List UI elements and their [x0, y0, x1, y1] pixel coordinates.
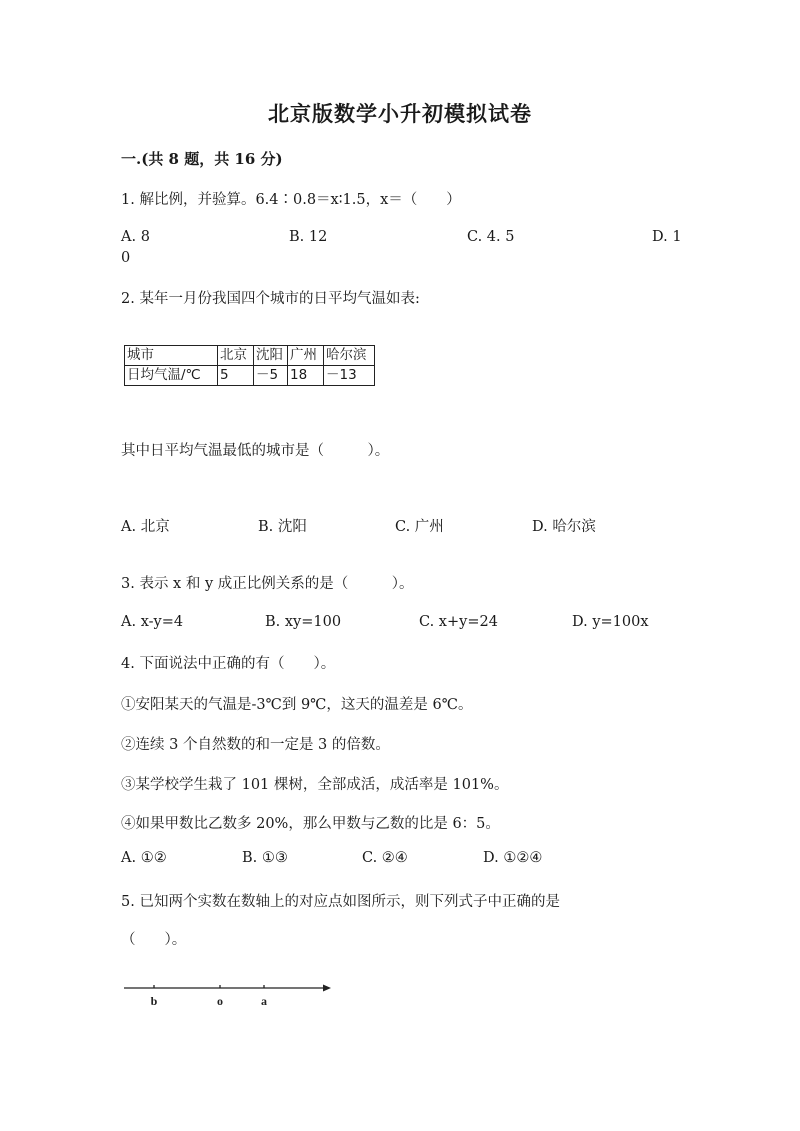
arrow-right-icon [323, 985, 331, 992]
q4-statement-4: ④如果甲数比乙数多 20%，那么甲数与乙数的比是 6：5。 [121, 816, 500, 832]
table-cell: －5 [254, 366, 288, 386]
table-cell: 广州 [288, 346, 324, 366]
table-cell: 北京 [218, 346, 254, 366]
q4-statement-2: ②连续 3 个自然数的和一定是 3 的倍数。 [121, 737, 390, 753]
label-o: o [217, 994, 223, 1008]
q2-option-c: C. 广州 [395, 519, 444, 535]
q2-option-b: B. 沈阳 [258, 519, 307, 535]
section-heading: 一.(共 8 题，共 16 分) [121, 150, 283, 168]
q2-option-d: D. 哈尔滨 [532, 519, 596, 535]
q4-option-d: D. ①②④ [483, 850, 543, 866]
table-cell: 哈尔滨 [324, 346, 375, 366]
q4-option-c: C. ②④ [362, 850, 408, 866]
table-cell: 18 [288, 366, 324, 386]
q4-statement-3: ③某学校学生栽了 101 棵树，全部成活，成活率是 101%。 [121, 777, 509, 793]
table-row [125, 366, 375, 386]
q3-option-a: A. x-y=4 [121, 614, 184, 630]
q4-option-a: A. ①② [121, 850, 167, 866]
q1-option-c: C. 4. 5 [467, 229, 515, 245]
q3-option-d: D. y=100x [572, 614, 649, 630]
q3-option-b: B. xy=100 [265, 614, 342, 630]
question-5-text-cont: （ ）。 [121, 932, 187, 948]
question-3-text: 3. 表示 x 和 y 成正比例关系的是（ ）。 [121, 576, 414, 592]
table-cell: 5 [218, 366, 254, 386]
question-5-text: 5. 已知两个实数在数轴上的对应点如图所示，则下列式子中正确的是 [121, 894, 560, 910]
number-line-figure [122, 976, 337, 1016]
table-cell: 日均气温/℃ [125, 366, 218, 386]
table-cell: －13 [324, 366, 375, 386]
question-4-text: 4. 下面说法中正确的有（ ）。 [121, 656, 336, 672]
table-cell: 沈阳 [254, 346, 288, 366]
q4-statement-1: ①安阳某天的气温是-3℃到 9℃，这天的温差是 6℃。 [121, 697, 473, 713]
q4-option-b: B. ①③ [242, 850, 288, 866]
question-1-text: 1. 解比例，并验算。6.4∶0.8＝x∶1.5，x＝（ ） [121, 192, 461, 208]
q1-option-d-wrap: 0 [121, 250, 131, 266]
label-a: a [261, 994, 267, 1008]
q1-option-d: D. 1 [652, 229, 682, 245]
q2-option-a: A. 北京 [121, 519, 170, 535]
page-title: 北京版数学小升初模拟试卷 [268, 101, 532, 126]
q3-option-c: C. x+y=24 [419, 614, 498, 630]
temperature-table [124, 345, 375, 386]
q1-option-b: B. 12 [289, 229, 328, 245]
question-2-text: 2. 某年一月份我国四个城市的日平均气温如表: [121, 291, 420, 307]
table-cell: 城市 [125, 346, 218, 366]
table-header-row [125, 346, 375, 366]
q1-option-a: A. 8 [121, 229, 150, 245]
label-b: b [150, 994, 158, 1008]
question-2-prompt: 其中日平均气温最低的城市是（ ）。 [121, 443, 390, 459]
